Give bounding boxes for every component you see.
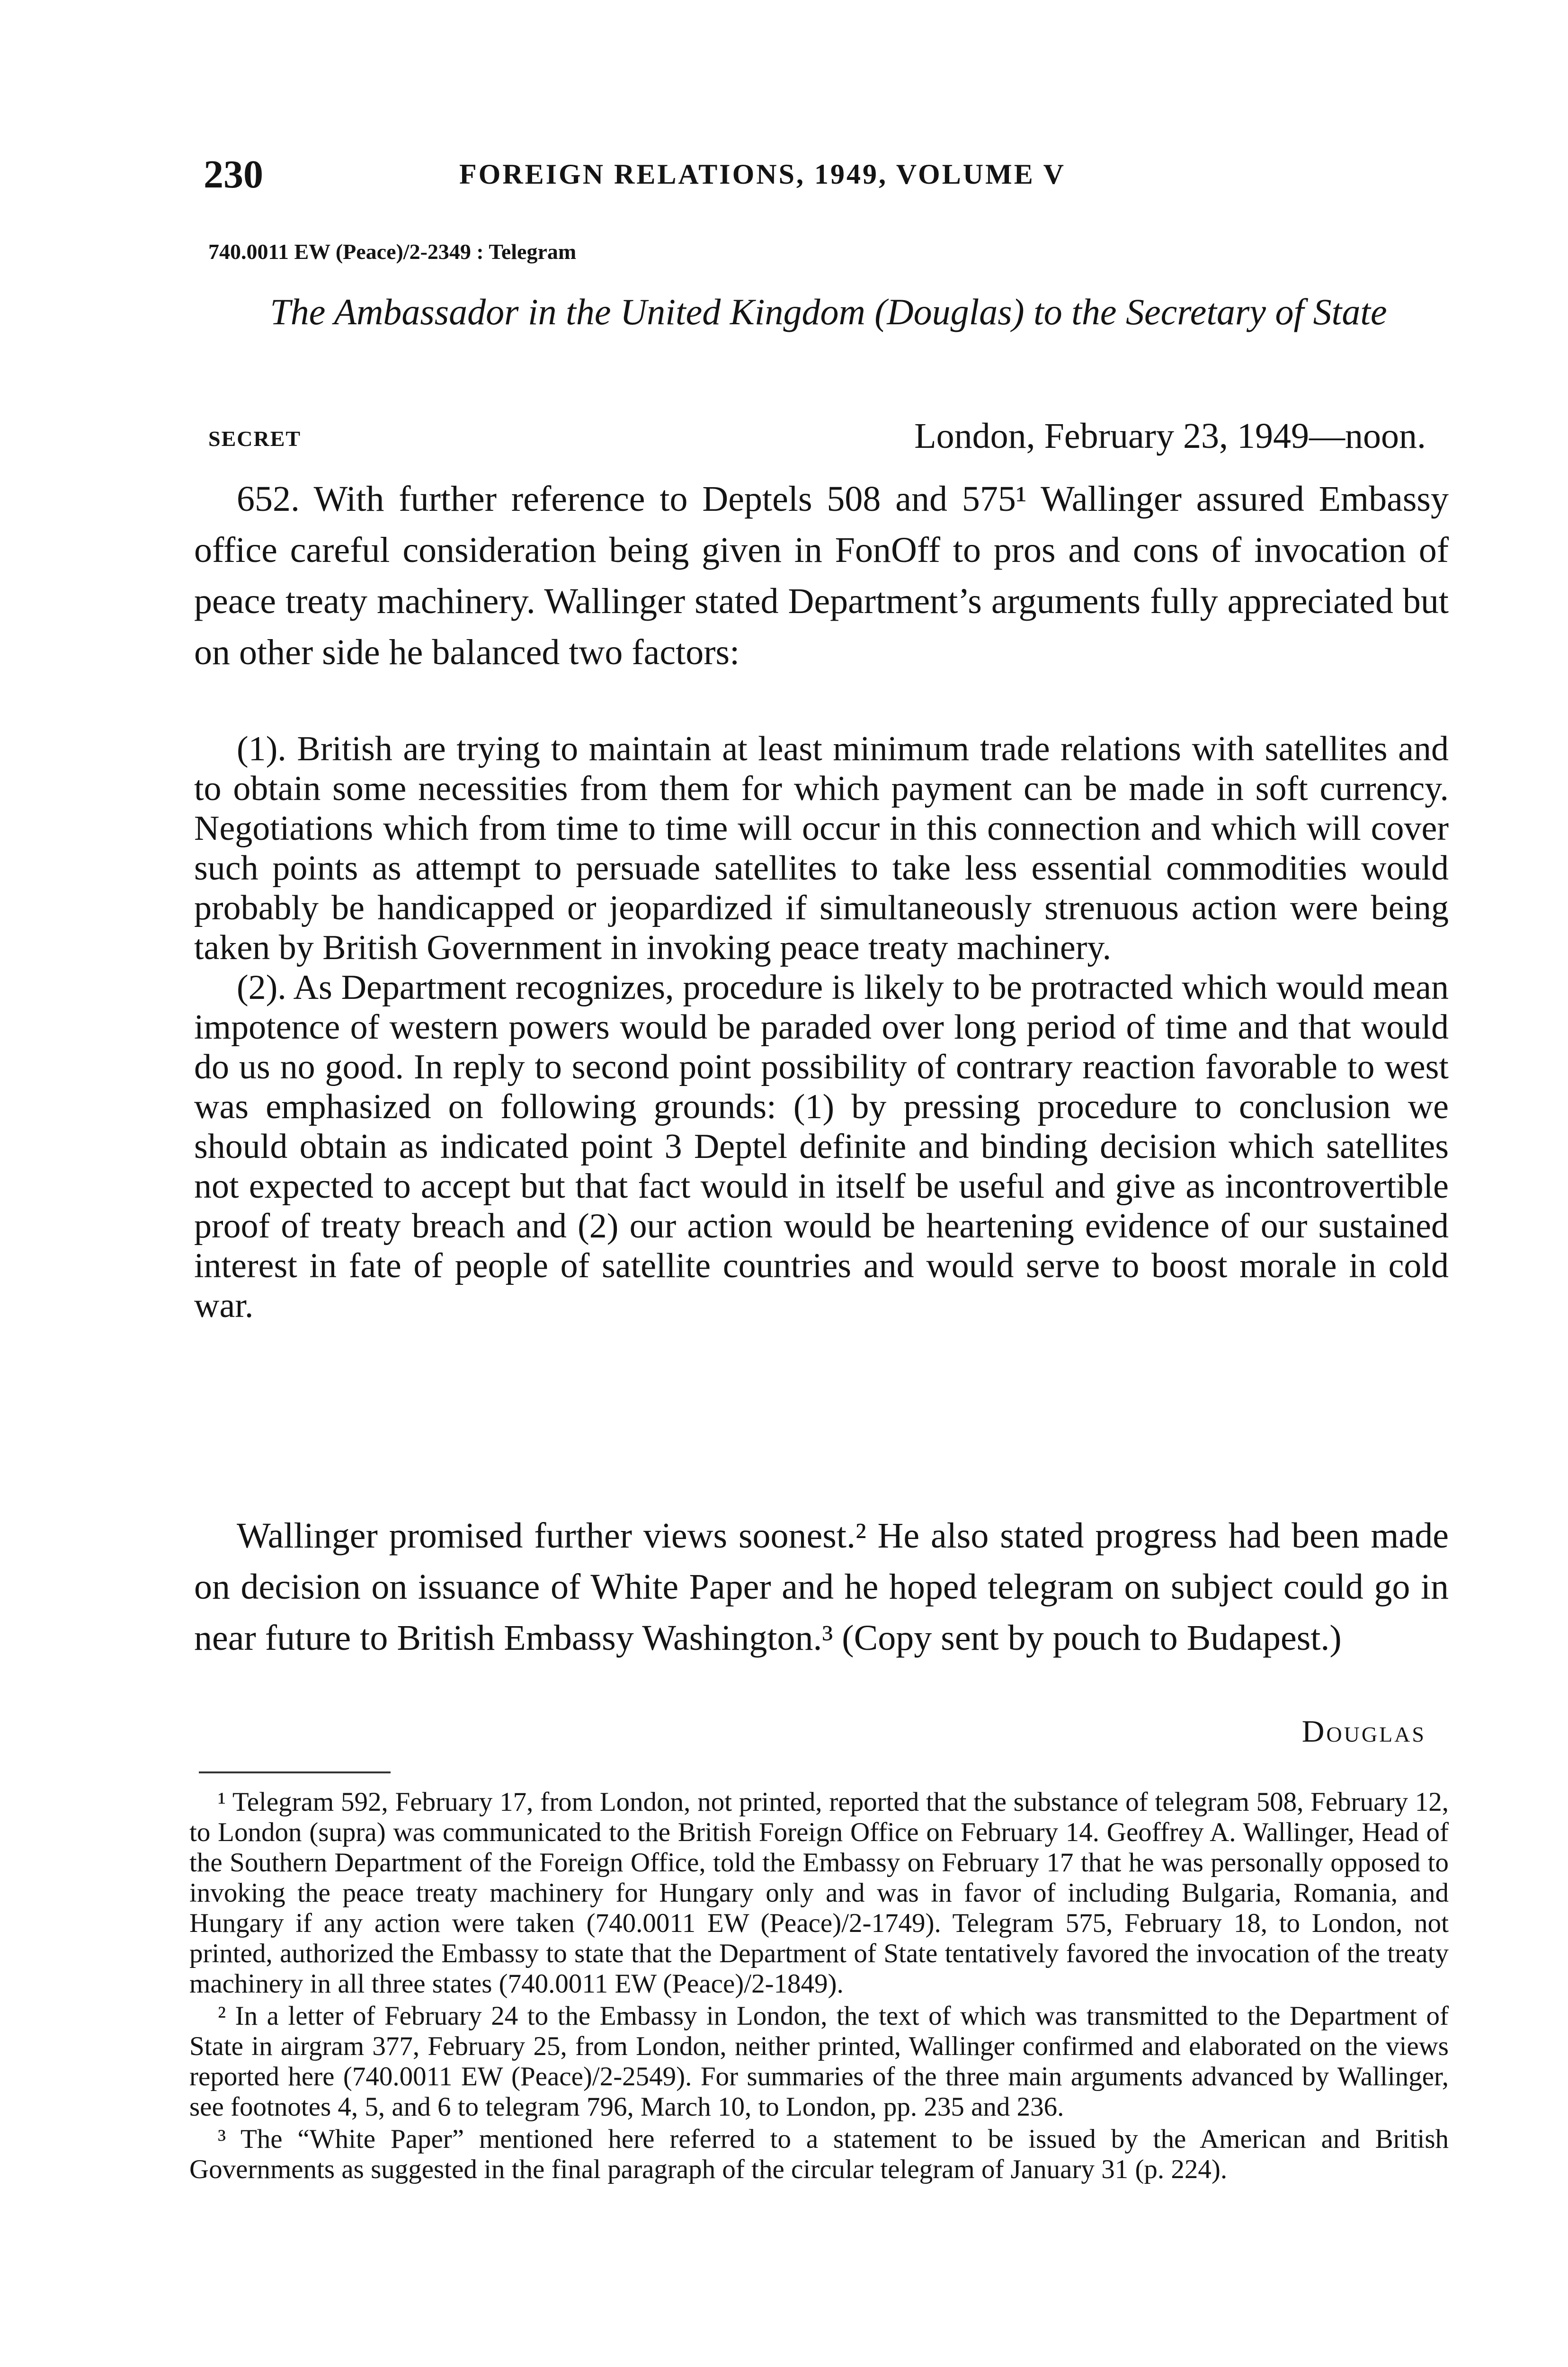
document-title: The Ambassador in the United Kingdom (Douglas) to the Secretary of State	[270, 291, 1387, 332]
footnote-3: ³ The “White Paper” mentioned here referred to a statement to be issued by the American and British Governments as suggested in the final paragraph of the circular telegram of January 31 (p. 224).	[189, 2124, 1449, 2184]
classification-label: SECRET	[208, 427, 302, 451]
closing-block	[194, 1510, 1449, 1664]
points-block	[194, 729, 1449, 1326]
intro-block	[194, 473, 1449, 678]
dateline: London, February 23, 1949—noon.	[914, 416, 1426, 456]
running-head: FOREIGN RELATIONS, 1949, VOLUME V	[459, 159, 1066, 190]
page-header	[204, 151, 1444, 208]
closing-paragraph: Wallinger promised further views soonest.² He also stated progress had been made on decision on issuance of White Paper and he hoped telegram on subject could go in near future to British Embassy Washington.³ (Copy sent by pouch to Budapest.)	[194, 1516, 1449, 1658]
point-1-paragraph: (1). British are trying to maintain at least minimum trade relations with satellites and to obtain some necessities from them for which payment can be made in soft currency. Negotiations which from time to time will occur in this connection and which will cover such points as attempt to persuade satellites to take less essential commodities would probably be handicapped or jeopardized if simultaneously strenuous action were being taken by British Government in invoking peace treaty machinery.	[194, 730, 1449, 967]
file-reference: 740.0011 EW (Peace)/2-2349 : Telegram	[208, 240, 577, 264]
footnote-rule	[199, 1771, 391, 1773]
intro-paragraph: 652. With further reference to Deptels 508 and 575¹ Wallinger assured Embassy office careful consideration being given in FonOff to pros and cons of invocation of peace treaty machinery. Wallinger stated Department’s arguments fully appreciated but on other side he balanced two factors:	[194, 479, 1449, 672]
footnote-1: ¹ Telegram 592, February 17, from London, not printed, reported that the substance of telegram 508, February 12, to London (supra) was communicated to the British Foreign Office on February 14. Geoffrey A. Wallinger, Head of the Southern Department of the Foreign Office, told the Embassy on February 17 that he was personally opposed to invoking the peace treaty machinery for Hungary only and was in favor of including Bulgaria, Romania, and Hungary if any action were taken (740.0011 EW (Peace)/2-1749). Telegram 575, February 18, to London, not printed, authorized the Embassy to state that the Department of State tentatively favored the invocation of the treaty machinery in all three states (740.0011 EW (Peace)/2-1849).	[189, 1787, 1449, 1999]
page-number: 230	[204, 152, 263, 196]
signature: Douglas	[1301, 1714, 1426, 1749]
footnotes	[189, 1787, 1449, 2187]
point-2-paragraph: (2). As Department recognizes, procedure is likely to be protracted which would mean impotence of western powers would be paraded over long period of time and that would do us no good. In reply to second point possibility of contrary reaction favorable to west was emphasized on following grounds: (1) by pressing procedure to conclusion we should obtain as indicated point 3 Deptel definite and binding decision which satellites not expected to accept but that fact would in itself be useful and give as incontrovertible proof of treaty breach and (2) our action would be heartening evidence of our sustained interest in fate of people of satellite countries and would serve to boost morale in cold war.	[194, 968, 1449, 1325]
footnote-2: ² In a letter of February 24 to the Embassy in London, the text of which was transmitted to the Department of State in airgram 377, February 25, from London, neither printed, Wallinger confirmed and elaborated on the views reported here (740.0011 EW (Peace)/2-2549). For summaries of the three main arguments advanced by Wallinger, see footnotes 4, 5, and 6 to telegram 796, March 10, to London, pp. 235 and 236.	[189, 2001, 1449, 2122]
